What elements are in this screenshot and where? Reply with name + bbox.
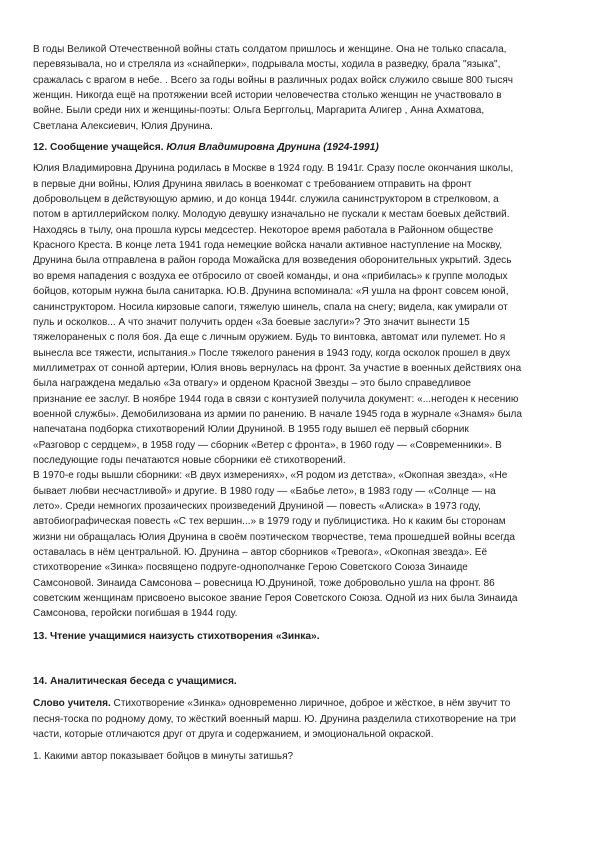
intro-paragraph <box>33 42 573 134</box>
text-line: женщин. Никогда ещё на протяжении всей истории человечества столько женщин не участвовало в <box>33 90 502 102</box>
text-line: тяжелораненых с поля боя. Да еще с личным оружием. Будь то винтовка, автомат или пулемет. Но я <box>33 332 506 344</box>
text-line: последующие годы печатаются новые сборники её стихотворений. <box>33 454 346 466</box>
text-line <box>33 696 573 711</box>
teacher-lead: Слово учителя. <box>33 698 111 710</box>
text-line: перевязывала, но и стреляла из «снайперки», подрывала мосты, ходила в разведку, брала "языка", <box>33 59 501 71</box>
question-1: 1. Какими автор показывает бойцов в минуты затишья? <box>33 751 294 763</box>
text-line: автобиографическая повесть «С тех вершин...» в 1979 году и публицистика. Но к каким бы сторонам <box>33 516 506 528</box>
text-line: Красного Креста. В конце лета 1941 года немецкие войска начали активное наступление на Москву, <box>33 240 503 252</box>
text-line: напечатана подборка стихотворений Юлии Друниной. В 1955 году вышел её первый сборник <box>33 424 469 436</box>
text-line: в первые дни войны, Юлия Друнина явилась в военкомат с требованием отправить на фронт <box>33 178 472 190</box>
text-line: Самсонова, геройски погибшая в 1944 году. <box>33 608 238 620</box>
text-line: В 1970-е годы вышли сборники: «В двух измерениях», «Я родом из детства», «Окопная звезда», «Не <box>33 470 508 482</box>
text-line: вынесла все тяжести, испытания.» После тяжелого ранения в 1943 году, когда осколок прошел в двух <box>33 347 511 359</box>
section-heading-12 <box>33 140 573 155</box>
text-line: пуль и осколков... А что значит получить орден «За боевые заслуги»? Это значит вынести 15 <box>33 316 470 328</box>
text-line: санинструктором. Носила кирзовые сапоги, тяжелую шинель, спала на снегу; видела, как умирали от <box>33 301 508 313</box>
section-heading-13: 13. Чтение учащимися наизусть стихотворения «Зинка». <box>33 630 320 642</box>
heading-italic-title: Юлия Владимировна Друнина (1924-1991) <box>166 142 379 154</box>
text-line: военной службы». Демобилизована из армии по ранению. В начале 1945 года в журнале «Знамя» была <box>33 408 523 420</box>
text-line: оставалась в нём центральной. Ю. Друнина – автор сборников «Тревога», «Окопная звезда». Её <box>33 547 488 558</box>
text-line: была награждена медалью «За отвагу» и орденом Красной Звезды – это было справедливое <box>33 378 472 390</box>
text-line: лето». Среди немногих прозаических произведений Друниной — повесть «Алиска» в 1973 году, <box>33 500 481 512</box>
text-line: советским женщинам присвоено высокое звание Героя Советского Союза. Одной из них была Зинаида <box>33 593 518 605</box>
biography-paragraph <box>33 161 573 621</box>
text-line: миллиметрах от сонной артерии, Юлия вновь вернулась на фронт. За участие в военных действиях она <box>33 362 522 374</box>
text-line: Самсоновой. Зинаида Самсонова – ровесница Ю.Друниной, тоже добровольно ушла на фронт. 86 <box>33 577 495 589</box>
text-line: добровольцем в действующую армию, и до конца 1944г. служила санинструктором в стрелковом, а <box>33 194 499 206</box>
section-heading-14: 14. Аналитическая беседа с учащимися. <box>33 676 237 688</box>
teacher-paragraph <box>33 696 573 742</box>
teacher-text: Стихотворение «Зинка» одновременно лиричное, доброе и жёсткое, в нём звучит то <box>110 698 511 710</box>
text-line: во время нападения с воздуха ее отбросило от своей команды, и она «прибилась» к группе молодых <box>33 270 508 282</box>
text-line: Находясь в тылу, она прошла курсы медсестер. Некоторое время работала в Районном обществе <box>33 224 494 236</box>
text-line: песня-тоска по родному дому, то жёсткий военный марш. Ю. Друнина разделила стихотворение на три <box>33 713 516 725</box>
heading-prefix: 12. Сообщение учащейся. <box>33 142 167 154</box>
text-line: войне. Были среди них и женщины-поэты: Ольга Берггольц, Маргарита Алигер , Анна Ахматова, <box>33 105 485 117</box>
text-line: В годы Великой Отечественной войны стать солдатом пришлось и женщине. Она не только спасала, <box>33 44 507 55</box>
text-line: Светлана Алексиевич, Юлия Друнина. <box>33 120 213 132</box>
text-line: признание ее заслуг. В ноябре 1944 года в связи с контузией получила документ: «...негоден к несению <box>33 393 519 405</box>
text-line: «Разговор с сердцем», в 1958 году — сборник «Ветер с фронта», в 1960 году — «Современники». В <box>33 439 502 451</box>
text-line: потом в артиллерийском полку. Молодую девушку изначально не пускали к местам боевых действий. <box>33 209 510 221</box>
text-line: жизни ни обращалась Юлия Друнина в своём поэтическом творчестве, тема прошедшей войны всегда <box>33 531 515 543</box>
text-line: бойцов, которым нужна была санитарка. Ю.В. Друнина вспоминала: «Я ушла на фронт совсем юной, <box>33 286 509 298</box>
text-line: бывает любви несчастливой» и другие. В 1980 году — «Бабье лето», в 1983 году — «Солнце — на <box>33 485 496 497</box>
text-line: сражалась с врагом в небе. . Всего за годы войны в различных родах войск служило свыше 800 тысяч <box>33 74 514 86</box>
text-line: стихотворение «Зинка» посвящено подруге-однополчанке Герою Советского Союза Зинаиде <box>33 562 468 574</box>
text-line: части, которые отличаются друг от друга и содержанием, и эмоциональной окраской. <box>33 729 434 741</box>
text-line: Юлия Владимировна Друнина родилась в Москве в 1924 году. В 1941г. Сразу после окончания школы, <box>33 163 514 175</box>
text-line: Друнина была отправлена в район города Можайска для возведения оборонительных укрытий. Здесь <box>33 255 512 267</box>
document-page <box>33 42 573 765</box>
